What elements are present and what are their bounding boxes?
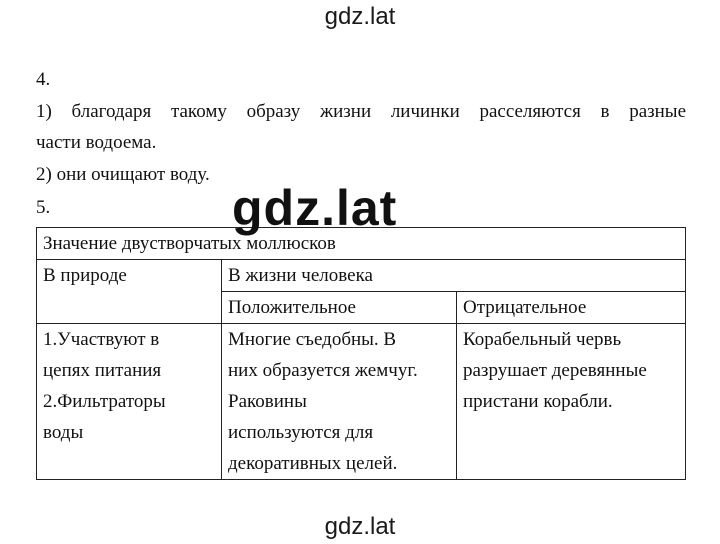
cell-line: декоративных целей. [228, 453, 398, 474]
cell-line: Раковины [228, 391, 307, 412]
header-negative: Отрицательное [457, 292, 686, 324]
cell-line: пристани корабли. [463, 391, 613, 412]
molluscs-significance-table [36, 227, 686, 480]
task4-answer2: 2) они очищают воду. [36, 164, 210, 185]
cell-nature-content [37, 324, 222, 480]
cell-positive-content [222, 324, 457, 480]
watermark-bottom: gdz.lat [324, 513, 396, 540]
cell-line: разрушает деревянные [463, 360, 647, 381]
cell-line: них образуется жемчуг. [228, 360, 418, 381]
watermark-center: gdz.lat [232, 180, 398, 236]
task4-number: 4. [36, 69, 51, 90]
task4-answer1-line1: 1) благодаря такому образу жизни личинки расселяются в разные [36, 101, 686, 122]
cell-line: Корабельный червь [463, 329, 622, 350]
table-title-cell: Значение двустворчатых моллюсков [37, 228, 686, 260]
cell-line: Многие съедобны. В [228, 329, 397, 350]
cell-line: используются для [228, 422, 374, 443]
header-human-life: В жизни человека [222, 260, 686, 292]
header-positive: Положительное [222, 292, 457, 324]
header-nature: В природе [37, 260, 222, 324]
task5-number: 5. [36, 197, 51, 218]
table-body-row [37, 324, 686, 480]
cell-negative-content [457, 324, 686, 480]
watermark-top: gdz.lat [324, 3, 396, 30]
cell-line: цепях питания [43, 360, 162, 381]
table-header-row [37, 260, 686, 292]
cell-line: 2.Фильтраторы [43, 391, 166, 412]
cell-line: 1.Участвуют в [43, 329, 160, 350]
task4-answer1-line2: части водоема. [36, 132, 157, 153]
cell-line: воды [43, 422, 84, 443]
